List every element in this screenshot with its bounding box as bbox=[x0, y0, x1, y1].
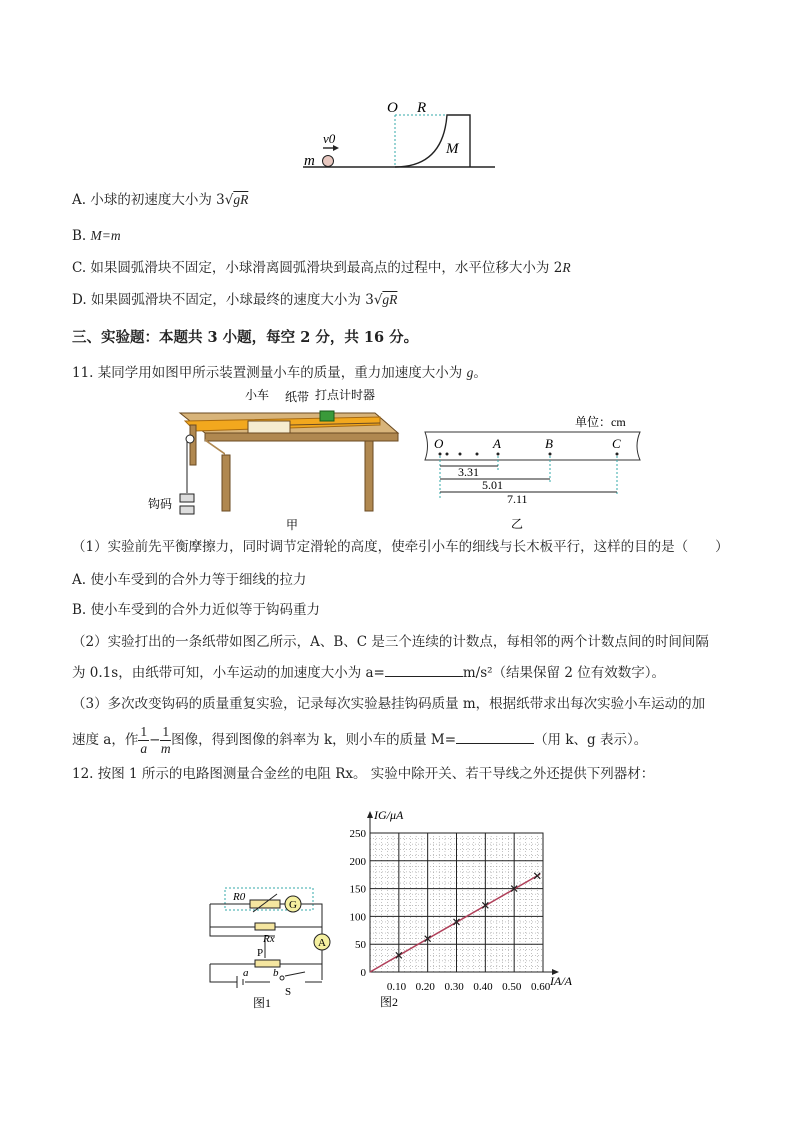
x-tick-label: 0.10 bbox=[386, 981, 407, 993]
svg-text:图1: 图1 bbox=[253, 996, 272, 1010]
y-tick-label: 150 bbox=[349, 883, 366, 896]
svg-text:3.31: 3.31 bbox=[458, 465, 479, 479]
section-heading: 三、实验题：本题共 3 小题，每空 2 分，共 16 分。 bbox=[72, 329, 419, 346]
paper-tape-figure bbox=[420, 410, 645, 530]
x-tick-label: 0.50 bbox=[502, 981, 522, 993]
y-tick-label: 250 bbox=[349, 828, 366, 840]
svg-text:A: A bbox=[493, 436, 501, 451]
y-axis-arrow bbox=[367, 811, 373, 818]
svg-text:m: m bbox=[304, 153, 315, 169]
svg-text:单位：cm: 单位：cm bbox=[575, 415, 626, 429]
cart-apparatus-figure bbox=[140, 383, 405, 531]
y-axis-label: IG/μA bbox=[374, 808, 404, 822]
q11-part2-line2: 为 0.1s，由纸带可知，小车运动的加速度大小为 a= m/s²（结果保留 2 位有效数字）。 bbox=[72, 665, 665, 681]
fraction-1-over-a: $\frac{1}{a}$ bbox=[140, 724, 148, 756]
svg-text:7.11: 7.11 bbox=[507, 492, 528, 506]
y-tick-label: 0 bbox=[360, 967, 366, 979]
option-c: C. 如果圆弧滑块不固定，小球滑离圆弧滑块到最高点的过程中，水平位移大小为 2R bbox=[72, 260, 571, 276]
x-tick-label: 0.40 bbox=[473, 981, 493, 993]
q11-part3-line2: 速度 a，作 $\frac{1}{a}-$ $\frac{1}{m}$图像，得到图像的斜率为 k，则小车的质量 M= （用 k、g 表示）。 bbox=[72, 724, 648, 756]
x-tick-label: 0.20 bbox=[415, 981, 435, 993]
q11-part1-option-a: A. 使小车受到的合外力等于细线的拉力 bbox=[72, 572, 307, 588]
q11-part1: （1）实验前先平衡摩擦力，同时调节定滑轮的高度，使牵引小车的细线与长木板平行，这样的目的是（ ） bbox=[72, 539, 729, 555]
svg-text:A: A bbox=[318, 937, 326, 949]
svg-text:O: O bbox=[387, 100, 398, 116]
svg-text:Rx: Rx bbox=[263, 933, 275, 945]
q12-stem: 12. 按图 1 所示的电路图测量合金丝的电阻 Rx。 实验中除开关、若干导线之外还提供下列器材： bbox=[72, 766, 655, 782]
answer-blank-acceleration[interactable] bbox=[385, 663, 463, 677]
y-tick-label: 50 bbox=[355, 939, 366, 952]
svg-text:a: a bbox=[243, 967, 249, 979]
svg-text:B: B bbox=[545, 436, 553, 451]
svg-text:钩码: 钩码 bbox=[148, 497, 173, 511]
answer-blank-mass[interactable] bbox=[456, 730, 534, 744]
ig-vs-ia-chart bbox=[330, 805, 595, 1015]
x-tick-label: 0.60 bbox=[531, 981, 551, 993]
svg-text:O: O bbox=[434, 436, 444, 451]
fig2-caption: 图2 bbox=[380, 995, 399, 1009]
svg-text:纸带: 纸带 bbox=[285, 390, 310, 404]
fraction-1-over-m: $\frac{1}{m}$ bbox=[160, 724, 171, 756]
svg-text:S: S bbox=[285, 986, 292, 998]
svg-text:b: b bbox=[273, 967, 279, 979]
circuit-diagram bbox=[205, 880, 335, 1010]
block-arc-figure bbox=[295, 95, 500, 177]
option-b: B. M=m bbox=[72, 228, 121, 244]
q11-part3-line1: （3）多次改变钩码的质量重复实验，记录每次实验悬挂钩码质量 m，根据纸带求出每次实验小车运动的加 bbox=[72, 696, 706, 712]
svg-text:打点计时器: 打点计时器 bbox=[315, 388, 376, 402]
q11-stem: 11. 某同学用如图甲所示装置测量小车的质量，重力加速度大小为 g。 bbox=[72, 365, 487, 381]
svg-text:M: M bbox=[446, 141, 459, 157]
svg-text:甲: 甲 bbox=[286, 518, 299, 531]
x-tick-label: 0.30 bbox=[444, 981, 464, 993]
option-d: D. 如果圆弧滑块不固定，小球最终的速度大小为 3√gR bbox=[72, 292, 398, 308]
y-tick-label: 200 bbox=[349, 855, 366, 868]
q11-part1-option-b: B. 使小车受到的合外力近似等于钩码重力 bbox=[72, 602, 321, 618]
y-tick-label: 100 bbox=[349, 911, 366, 924]
svg-text:G: G bbox=[289, 899, 297, 911]
svg-text:5.01: 5.01 bbox=[482, 478, 503, 492]
x-axis-label: IA/A bbox=[550, 974, 572, 988]
svg-text:小车: 小车 bbox=[245, 388, 270, 402]
svg-text:乙: 乙 bbox=[511, 517, 524, 530]
svg-text:P: P bbox=[257, 947, 264, 959]
svg-text:R0: R0 bbox=[233, 891, 246, 903]
q11-part2-line1: （2）实验打出的一条纸带如图乙所示，A、B、C 是三个连续的计数点，每相邻的两个计数点间的时间间隔 bbox=[72, 634, 709, 650]
ball bbox=[323, 156, 334, 167]
option-a: A. 小球的初速度大小为 3√gR bbox=[72, 192, 249, 208]
svg-text:C: C bbox=[612, 436, 621, 451]
svg-text:v0: v0 bbox=[323, 131, 336, 146]
svg-text:R: R bbox=[417, 100, 427, 116]
